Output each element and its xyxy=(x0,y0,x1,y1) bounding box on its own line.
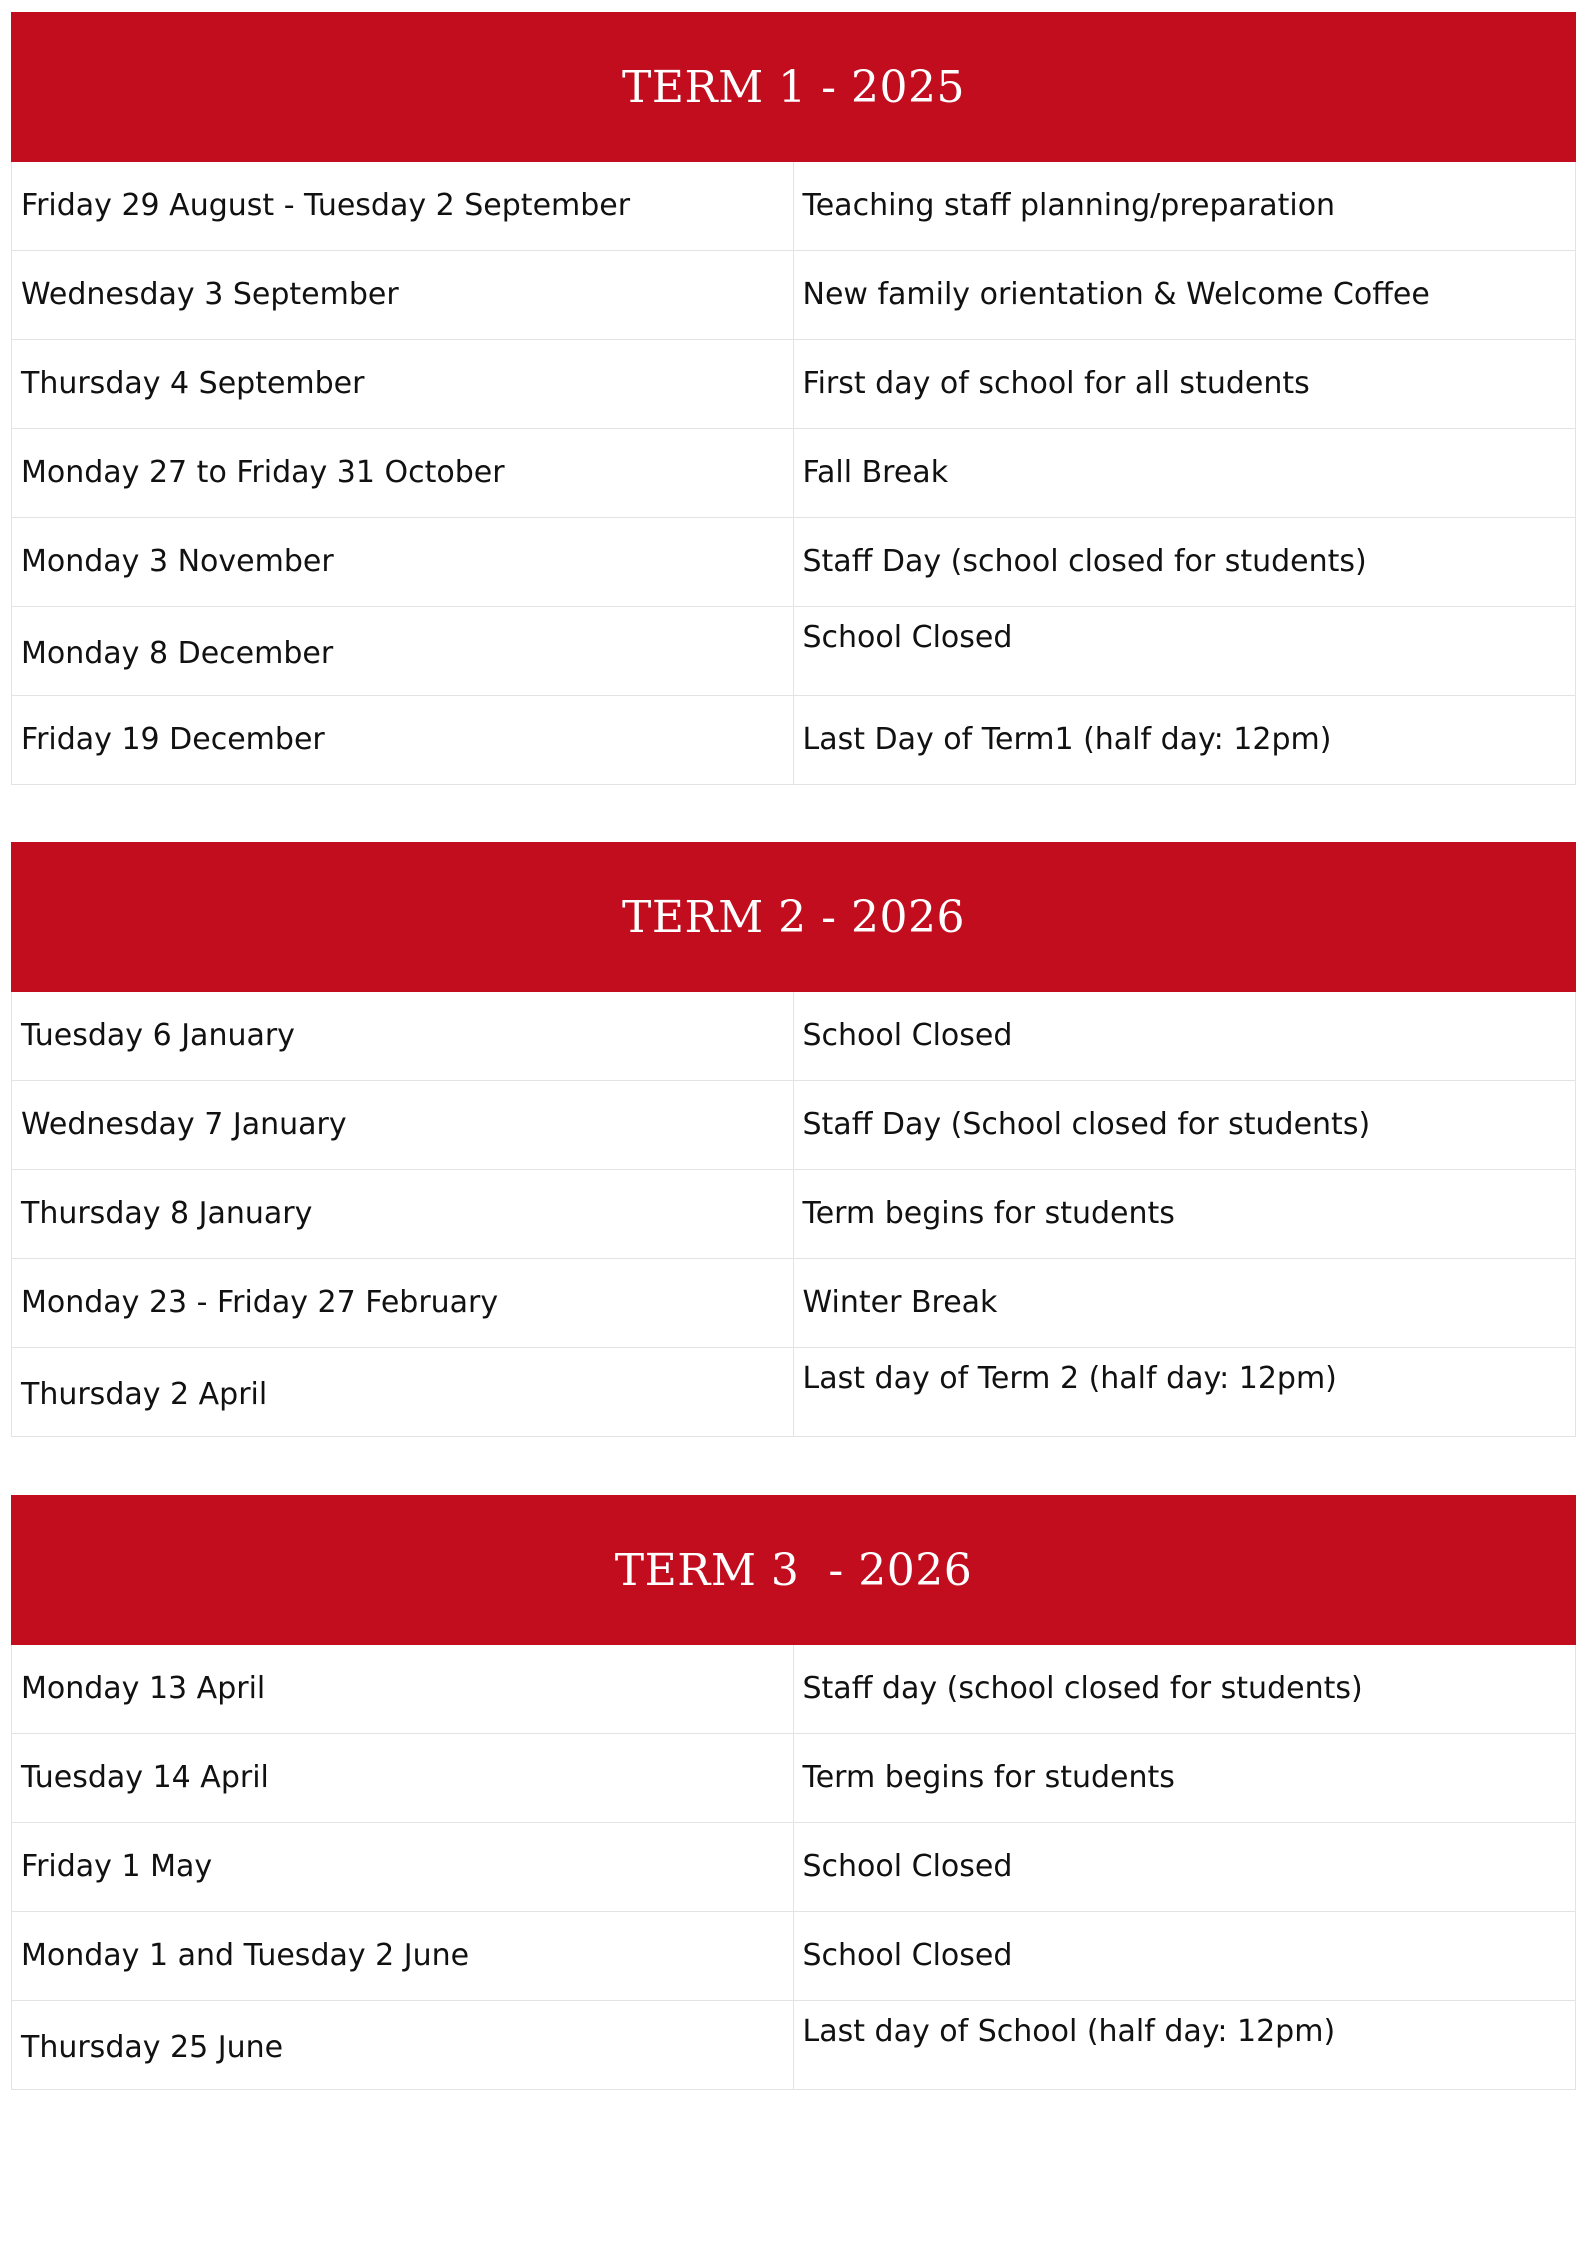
term-2-title: TERM 2 - 2026 xyxy=(622,891,965,943)
event-cell: Last day of School (half day: 12pm) xyxy=(802,2014,1336,2049)
date-cell: Monday 27 to Friday 31 October xyxy=(12,429,794,517)
event-cell: School Closed xyxy=(802,1938,1013,1973)
date-cell: Wednesday 7 January xyxy=(12,1081,794,1169)
event-cell: Staff Day (school closed for students) xyxy=(802,544,1367,579)
date-cell: Wednesday 3 September xyxy=(12,251,794,339)
event-cell: School Closed xyxy=(802,620,1013,655)
term-3-title: TERM 3 - 2026 xyxy=(614,1544,973,1596)
date-cell: Monday 3 November xyxy=(12,518,794,606)
table-row xyxy=(12,2001,1575,2090)
event-cell: School Closed xyxy=(802,1018,1013,1053)
table-row xyxy=(12,607,1575,696)
table-row xyxy=(12,1912,1575,2001)
event-cell: New family orientation & Welcome Coffee xyxy=(802,277,1430,312)
event-cell: Term begins for students xyxy=(802,1196,1175,1231)
term-1-table xyxy=(11,162,1576,785)
term-3-section xyxy=(11,1495,1576,2090)
date-cell: Thursday 2 April xyxy=(12,1348,794,1436)
event-cell: Staff Day (School closed for students) xyxy=(802,1107,1371,1142)
term-3-header xyxy=(11,1495,1576,1645)
event-cell: Teaching staff planning/preparation xyxy=(802,188,1336,223)
date-cell: Friday 1 May xyxy=(12,1823,794,1911)
event-cell: Winter Break xyxy=(802,1285,998,1320)
table-row xyxy=(12,518,1575,607)
table-row xyxy=(12,340,1575,429)
term-2-header xyxy=(11,842,1576,992)
term-2-section xyxy=(11,842,1576,1437)
table-row xyxy=(12,1170,1575,1259)
date-cell: Friday 19 December xyxy=(12,696,794,784)
event-cell: Last Day of Term1 (half day: 12pm) xyxy=(802,722,1332,757)
date-cell: Monday 8 December xyxy=(12,607,794,695)
term-3-table xyxy=(11,1645,1576,2090)
table-row xyxy=(12,162,1575,251)
table-row xyxy=(12,1081,1575,1170)
table-row xyxy=(12,696,1575,785)
table-row xyxy=(12,1259,1575,1348)
event-cell: Fall Break xyxy=(802,455,949,490)
event-cell: First day of school for all students xyxy=(802,366,1310,401)
term-1-title: TERM 1 - 2025 xyxy=(622,61,965,113)
date-cell: Thursday 8 January xyxy=(12,1170,794,1258)
date-cell: Monday 1 and Tuesday 2 June xyxy=(12,1912,794,2000)
event-cell: School Closed xyxy=(802,1849,1013,1884)
term-2-table xyxy=(11,992,1576,1437)
table-row xyxy=(12,1734,1575,1823)
date-cell: Monday 23 - Friday 27 February xyxy=(12,1259,794,1347)
date-cell: Tuesday 6 January xyxy=(12,992,794,1080)
table-row xyxy=(12,251,1575,340)
term-1-header xyxy=(11,12,1576,162)
date-cell: Tuesday 14 April xyxy=(12,1734,794,1822)
event-cell: Staff day (school closed for students) xyxy=(802,1671,1363,1706)
term-1-section xyxy=(11,12,1576,785)
event-cell: Term begins for students xyxy=(802,1760,1175,1795)
table-row xyxy=(12,992,1575,1081)
table-row xyxy=(12,1348,1575,1437)
table-row xyxy=(12,429,1575,518)
date-cell: Monday 13 April xyxy=(12,1645,794,1733)
table-row xyxy=(12,1823,1575,1912)
date-cell: Thursday 4 September xyxy=(12,340,794,428)
event-cell: Last day of Term 2 (half day: 12pm) xyxy=(802,1361,1337,1396)
table-row xyxy=(12,1645,1575,1734)
date-cell: Friday 29 August - Tuesday 2 September xyxy=(12,162,794,250)
date-cell: Thursday 25 June xyxy=(12,2001,794,2089)
